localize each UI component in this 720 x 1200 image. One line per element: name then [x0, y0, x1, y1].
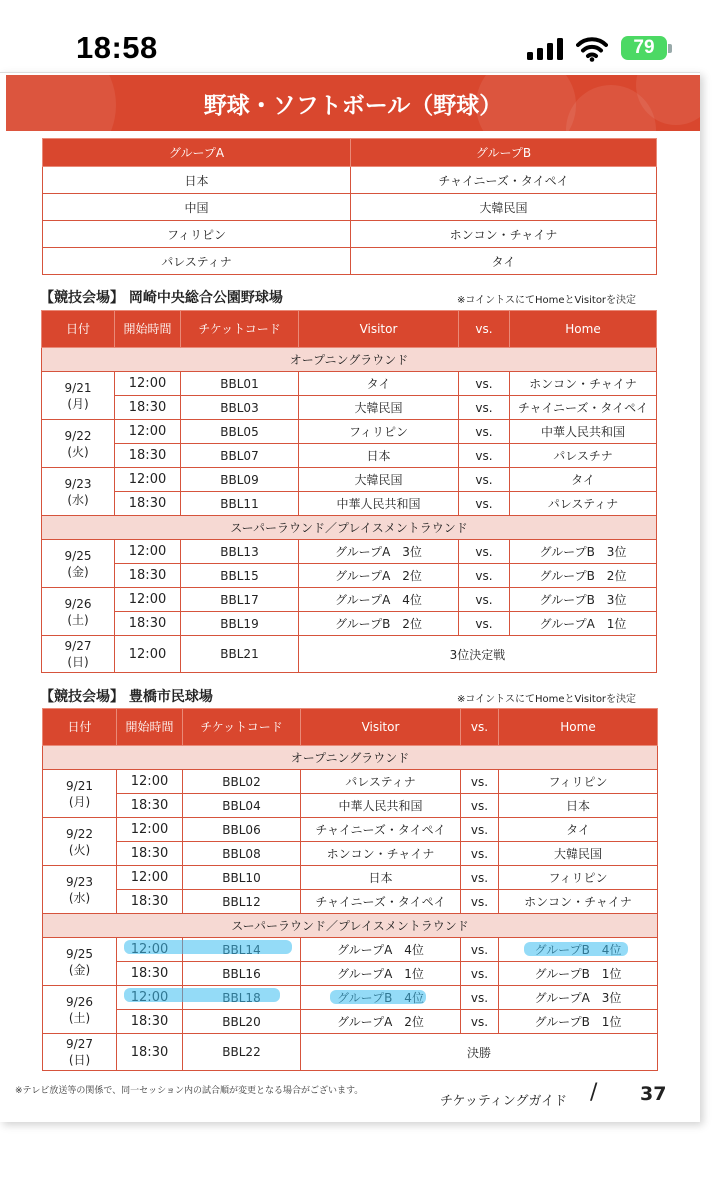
- page-title: 野球・ソフトボール（野球）: [203, 93, 503, 119]
- ticket-code: BBL11: [181, 492, 299, 516]
- schedule-header-row: [42, 311, 657, 348]
- date-text: 9/27: [66, 1037, 93, 1051]
- game-row: [43, 794, 658, 818]
- start-time: 18:30: [117, 1034, 183, 1071]
- vs-label: vs.: [459, 564, 510, 588]
- footer-slash: /: [590, 1080, 598, 1105]
- game-row: [42, 588, 657, 612]
- start-time: 18:30: [115, 564, 181, 588]
- wifi-icon: [576, 36, 608, 62]
- home-header: Home: [510, 311, 657, 348]
- weekday-text: (金): [68, 962, 91, 977]
- visitor-team: グループA 4位: [299, 588, 459, 612]
- ticket-code: BBL01: [181, 372, 299, 396]
- visitor-team: チャイニーズ・タイペイ: [301, 890, 461, 914]
- home-team: フィリピン: [499, 770, 658, 794]
- highlight-mark: [124, 988, 280, 1002]
- weekday-text: (土): [67, 612, 89, 627]
- groups-row: [43, 194, 657, 221]
- group-b-header: グループB: [351, 139, 657, 167]
- group-b-team: チャイニーズ・タイペイ: [351, 167, 657, 194]
- weekday-text: (水): [68, 890, 91, 905]
- home-team: パレスチナ: [510, 444, 657, 468]
- start-time: 18:30: [117, 794, 183, 818]
- visitor-team: 日本: [301, 866, 461, 890]
- groups-row: [43, 248, 657, 275]
- visitor-team: 大韓民国: [299, 396, 459, 420]
- vs-label: vs.: [459, 420, 510, 444]
- coin-toss-note: ※コイントスにてHomeとVisitorを決定: [457, 295, 637, 306]
- status-time: 18:58: [76, 30, 158, 65]
- section-row: [42, 348, 657, 372]
- section-title: スーパーラウンド／プレイスメントラウンド: [43, 914, 658, 938]
- ticket-code: BBL04: [183, 794, 301, 818]
- home-team: グループB 2位: [510, 564, 657, 588]
- date-cell: [43, 866, 117, 914]
- game-row: [43, 890, 658, 914]
- vs-label: vs.: [459, 492, 510, 516]
- vs-label: vs.: [461, 890, 499, 914]
- group-a-team: パレスティナ: [43, 248, 351, 275]
- date-cell: [43, 818, 117, 866]
- date-cell: [42, 420, 115, 468]
- ticket-code: BBL02: [183, 770, 301, 794]
- date-text: 9/21: [64, 380, 92, 395]
- groups-header-row: [43, 139, 657, 167]
- ticket-code: BBL06: [183, 818, 301, 842]
- group-a-team: 中国: [43, 194, 351, 221]
- visitor-team: グループB 2位: [299, 612, 459, 636]
- weekday-text: (火): [67, 444, 89, 459]
- visitor-team: フィリピン: [299, 420, 459, 444]
- date-text: 9/21: [66, 778, 93, 793]
- game-row: [42, 396, 657, 420]
- date-header: 日付: [42, 311, 115, 348]
- date-text: 9/23: [66, 874, 93, 889]
- game-row: [42, 468, 657, 492]
- date-text: 9/25: [66, 946, 93, 961]
- weekday-text: (日): [68, 1053, 91, 1067]
- start-time: 18:30: [115, 444, 181, 468]
- ticket-code: BBL13: [181, 540, 299, 564]
- ticket-code: BBL08: [183, 842, 301, 866]
- vs-label: vs.: [461, 842, 499, 866]
- vs-label: vs.: [459, 612, 510, 636]
- game-row: [43, 770, 658, 794]
- game-row: [42, 420, 657, 444]
- date-text: 9/27: [64, 639, 92, 653]
- game-row: [42, 636, 657, 673]
- start-time: 12:00: [115, 636, 181, 673]
- home-team: フィリピン: [499, 866, 658, 890]
- visitor-header: Visitor: [299, 311, 459, 348]
- start-time: 12:00: [115, 468, 181, 492]
- visitor-team: タイ: [299, 372, 459, 396]
- vs-label: vs.: [461, 794, 499, 818]
- date-cell: [42, 588, 115, 636]
- ticket-code: BBL09: [181, 468, 299, 492]
- section-title: オープニングラウンド: [42, 348, 657, 372]
- home-team: グループB 1位: [499, 962, 658, 986]
- ticket-code: BBL22: [183, 1034, 301, 1071]
- game-row: [43, 866, 658, 890]
- home-header: Home: [499, 709, 658, 746]
- home-team: パレスティナ: [510, 492, 657, 516]
- start-time: 18:30: [117, 842, 183, 866]
- visitor-team: グループA 2位: [301, 1010, 461, 1034]
- schedule-table-toyohashi: [42, 708, 658, 1071]
- group-a-header: グループA: [43, 139, 351, 167]
- highlight-mark: [524, 942, 628, 956]
- game-row: [43, 842, 658, 866]
- start-time: 12:00: [115, 540, 181, 564]
- game-row: [42, 540, 657, 564]
- date-cell: [42, 468, 115, 516]
- date-text: 9/23: [64, 476, 92, 491]
- vs-label: vs.: [461, 1010, 499, 1034]
- game-row: [42, 444, 657, 468]
- schedule-table-okazaki: [41, 310, 657, 673]
- visitor-team: 日本: [299, 444, 459, 468]
- coin-toss-note: ※コイントスにてHomeとVisitorを決定: [457, 694, 637, 705]
- home-team: ホンコン・チャイナ: [499, 890, 658, 914]
- date-header: 日付: [43, 709, 117, 746]
- ticket-code: BBL21: [181, 636, 299, 673]
- page-number: 37: [640, 1083, 667, 1105]
- date-cell: [42, 636, 115, 673]
- date-text: 9/25: [64, 548, 92, 563]
- ticket-code: BBL12: [183, 890, 301, 914]
- vs-label: vs.: [459, 372, 510, 396]
- battery-nub: [668, 44, 672, 53]
- start-time: 12:00: [117, 818, 183, 842]
- start-time: 18:30: [115, 612, 181, 636]
- game-row: [42, 492, 657, 516]
- footer-guide: チケッティングガイド: [440, 1094, 568, 1109]
- schedule-header-row: [43, 709, 658, 746]
- visitor-team: グループA 3位: [299, 540, 459, 564]
- home-team: グループB 1位: [499, 1010, 658, 1034]
- ticket-code: BBL20: [183, 1010, 301, 1034]
- date-cell: [42, 540, 115, 588]
- visitor-team: グループA 1位: [301, 962, 461, 986]
- game-row: [43, 962, 658, 986]
- start-time: 18:30: [117, 962, 183, 986]
- home-team: タイ: [499, 818, 658, 842]
- visitor-team: ホンコン・チャイナ: [301, 842, 461, 866]
- groups-row: [43, 167, 657, 194]
- game-row: [43, 1010, 658, 1034]
- game-row: [43, 818, 658, 842]
- vs-label: vs.: [459, 468, 510, 492]
- status-bar: [0, 0, 720, 65]
- start-time: 18:30: [117, 1010, 183, 1034]
- group-a-team: フィリピン: [43, 221, 351, 248]
- start-time: 18:30: [115, 492, 181, 516]
- group-b-team: ホンコン・チャイナ: [351, 221, 657, 248]
- home-team: グループB 3位: [510, 588, 657, 612]
- vs-label: vs.: [461, 770, 499, 794]
- visitor-team: チャイニーズ・タイペイ: [301, 818, 461, 842]
- footer-note: ※テレビ放送等の関係で、同一セッション内の試合順が変更となる場合がございます。: [15, 1086, 364, 1096]
- vs-label: vs.: [459, 540, 510, 564]
- home-team: 中華人民共和国: [510, 420, 657, 444]
- start-time: 12:00: [115, 372, 181, 396]
- signal-icon: [527, 38, 563, 60]
- date-text: 9/22: [66, 826, 93, 841]
- ticket-code: BBL05: [181, 420, 299, 444]
- date-text: 9/22: [64, 428, 92, 443]
- date-cell: [43, 938, 117, 986]
- section-row: [42, 516, 657, 540]
- vs-label: vs.: [461, 986, 499, 1010]
- group-b-team: 大韓民国: [351, 194, 657, 221]
- weekday-text: (土): [68, 1010, 91, 1025]
- vs-label: vs.: [461, 866, 499, 890]
- groups-table: [42, 138, 657, 275]
- vs-label: vs.: [459, 588, 510, 612]
- start-time: 12:00: [117, 866, 183, 890]
- venue-label-okazaki: 【競技会場】 岡崎中央総合公園野球場: [40, 290, 283, 306]
- ticket-code: BBL19: [181, 612, 299, 636]
- ticket-code: BBL17: [181, 588, 299, 612]
- vs-label: vs.: [461, 938, 499, 962]
- visitor-team: グループA 4位: [301, 938, 461, 962]
- vs-header: vs.: [461, 709, 499, 746]
- ticket-code-header: チケットコード: [181, 311, 299, 348]
- start-time: 12:00: [115, 420, 181, 444]
- section-title: オープニングラウンド: [43, 746, 658, 770]
- weekday-text: (火): [68, 842, 91, 857]
- vs-label: vs.: [459, 444, 510, 468]
- game-row: [43, 1034, 658, 1071]
- game-row: [42, 612, 657, 636]
- start-time: 18:30: [117, 890, 183, 914]
- date-cell: [43, 986, 117, 1034]
- section-title: スーパーラウンド／プレイスメントラウンド: [42, 516, 657, 540]
- weekday-text: (金): [67, 564, 89, 579]
- vs-label: vs.: [461, 962, 499, 986]
- highlight-mark: [330, 990, 426, 1004]
- ticket-code: BBL15: [181, 564, 299, 588]
- match-name: 決勝: [301, 1034, 658, 1071]
- group-b-team: タイ: [351, 248, 657, 275]
- date-cell: [43, 770, 117, 818]
- weekday-text: (月): [68, 794, 91, 809]
- start-time: 12:00: [117, 770, 183, 794]
- ticket-code: BBL03: [181, 396, 299, 420]
- visitor-team: 中華人民共和国: [301, 794, 461, 818]
- weekday-text: (日): [67, 655, 89, 669]
- visitor-team: グループA 2位: [299, 564, 459, 588]
- vs-label: vs.: [461, 818, 499, 842]
- game-row: [42, 564, 657, 588]
- start-time-header: 開始時間: [115, 311, 181, 348]
- date-cell: [42, 372, 115, 420]
- ticket-code: BBL07: [181, 444, 299, 468]
- section-row: [43, 746, 658, 770]
- home-team: チャイニーズ・タイペイ: [510, 396, 657, 420]
- weekday-text: (水): [67, 492, 89, 507]
- start-time-header: 開始時間: [117, 709, 183, 746]
- highlight-mark: [124, 940, 292, 954]
- visitor-header: Visitor: [301, 709, 461, 746]
- visitor-team: 中華人民共和国: [299, 492, 459, 516]
- date-text: 9/26: [64, 596, 92, 611]
- ticket-code: BBL16: [183, 962, 301, 986]
- home-team: グループB 3位: [510, 540, 657, 564]
- section-row: [43, 914, 658, 938]
- game-row: [42, 372, 657, 396]
- home-team: ホンコン・チャイナ: [510, 372, 657, 396]
- battery-icon: 79: [621, 36, 667, 60]
- weekday-text: (月): [67, 396, 89, 411]
- home-team: 日本: [499, 794, 658, 818]
- date-cell: [43, 1034, 117, 1071]
- home-team: グループA 1位: [510, 612, 657, 636]
- home-team: グループA 3位: [499, 986, 658, 1010]
- visitor-team: 大韓民国: [299, 468, 459, 492]
- venue-label-toyohashi: 【競技会場】 豊橋市民球場: [40, 689, 213, 705]
- ticket-code: BBL10: [183, 866, 301, 890]
- groups-row: [43, 221, 657, 248]
- start-time: 12:00: [115, 588, 181, 612]
- title-banner: [6, 75, 700, 131]
- home-team: 大韓民国: [499, 842, 658, 866]
- group-a-team: 日本: [43, 167, 351, 194]
- ticket-code-header: チケットコード: [183, 709, 301, 746]
- date-text: 9/26: [66, 994, 93, 1009]
- match-name: 3位決定戦: [299, 636, 657, 673]
- home-team: タイ: [510, 468, 657, 492]
- vs-label: vs.: [459, 396, 510, 420]
- visitor-team: パレスティナ: [301, 770, 461, 794]
- start-time: 18:30: [115, 396, 181, 420]
- vs-header: vs.: [459, 311, 510, 348]
